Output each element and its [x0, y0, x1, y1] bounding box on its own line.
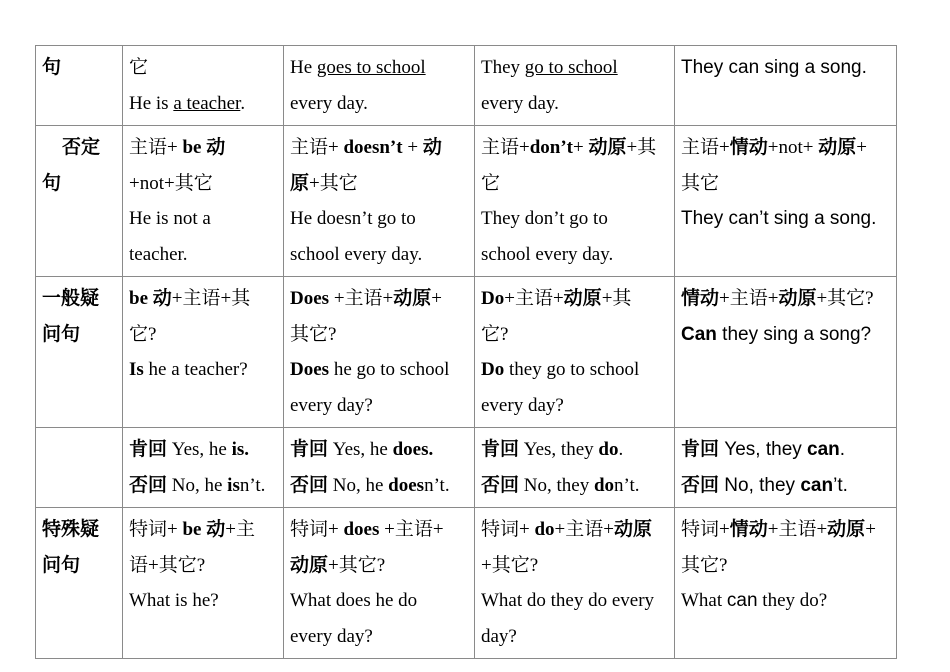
text-run: 特词+: [681, 519, 730, 540]
cell-line: [129, 166, 277, 202]
cell-line: [681, 468, 890, 504]
cell-be-verb: [123, 46, 284, 126]
text-run: 主语+: [290, 137, 344, 158]
cell-line: [481, 619, 668, 655]
table-row-negative: [36, 126, 897, 277]
text-run: What do they do every: [481, 590, 655, 611]
text-run: +: [431, 288, 442, 309]
cell-does: [284, 428, 475, 508]
text-run: 动原: [563, 288, 602, 309]
text-run: 其它?: [681, 554, 728, 576]
text-run: They can’t sing a song.: [681, 208, 877, 229]
cell-line: [681, 512, 890, 548]
text-run: 动原: [290, 554, 329, 576]
text-run: 其它?: [290, 323, 337, 345]
text-run: 否回: [681, 474, 720, 496]
text-run: 动: [422, 137, 442, 158]
text-run: be: [182, 137, 202, 158]
text-run: school every day.: [481, 243, 614, 265]
text-run: 动原: [588, 137, 627, 158]
text-run: do: [598, 439, 619, 460]
text-run: +主语+: [719, 288, 779, 309]
cell-line: [290, 281, 468, 317]
cell-line: [481, 352, 668, 388]
cell-line: [129, 237, 277, 273]
text-run: Can: [681, 323, 717, 345]
cell-line: [681, 583, 890, 619]
cell-line: [681, 317, 890, 353]
cell-modal: [675, 428, 897, 508]
cell-modal: [675, 277, 897, 428]
text-run: 语+其它?: [129, 554, 206, 576]
text-run: does: [343, 519, 380, 540]
text-run: 否回: [290, 474, 329, 496]
text-run: .: [240, 92, 246, 114]
cell-do: [475, 277, 675, 428]
text-run: 它: [481, 172, 501, 194]
text-run: goes to school: [316, 57, 426, 78]
cell-line: [481, 388, 668, 424]
text-run: +主语+其: [171, 288, 251, 309]
cell-line: [129, 201, 277, 237]
text-run: What is he?: [129, 590, 219, 611]
text-run: 否回: [481, 474, 520, 496]
cell-line: [481, 50, 668, 86]
cell-be-verb: [123, 277, 284, 428]
text-run: they do?: [757, 590, 828, 611]
cell-do: [475, 428, 675, 508]
text-run: 肯回: [290, 439, 329, 460]
cell-line: [290, 512, 468, 548]
cell-line: [129, 281, 277, 317]
text-run: +主: [225, 519, 255, 540]
cell-line: [481, 583, 668, 619]
text-run: 动原: [778, 288, 817, 309]
cell-line: [681, 432, 890, 468]
text-run: +主语+: [329, 288, 394, 309]
text-run: +其它: [309, 172, 358, 194]
text-run: They can sing a song.: [681, 57, 867, 78]
text-run: Do: [481, 288, 505, 309]
text-run: 动原: [818, 137, 857, 158]
text-run: every day?: [481, 394, 564, 416]
text-run: Does: [290, 288, 330, 309]
table-row-short-answers: [36, 428, 897, 508]
row-label-line: 句: [42, 172, 62, 194]
cell-line: [481, 281, 668, 317]
text-run: can: [800, 474, 834, 496]
cell-line: [129, 130, 277, 166]
text-run: +not+: [767, 137, 819, 158]
text-run: 情动: [681, 288, 720, 309]
text-run: school every day.: [290, 243, 423, 265]
text-run: Yes, they: [719, 439, 808, 460]
text-run: 特词+: [290, 519, 344, 540]
text-run: +其: [601, 288, 632, 309]
text-run: be 动: [129, 288, 172, 309]
text-run: 特词+: [481, 519, 535, 540]
text-run: No, he: [167, 474, 228, 496]
text-run: +其它?: [816, 288, 874, 309]
text-run: a teacher: [173, 92, 241, 114]
text-run: they sing a song?: [716, 323, 872, 345]
cell-do: [475, 46, 675, 126]
text-run: +主语+: [504, 288, 564, 309]
text-run: 肯回: [129, 439, 168, 460]
text-run: +其它?: [328, 554, 386, 576]
text-run: No, they: [719, 474, 801, 496]
cell-line: [681, 50, 890, 86]
text-run: every day.: [481, 92, 559, 114]
text-run: go to school: [524, 57, 618, 78]
text-run: +其它?: [481, 554, 539, 576]
cell-line: [481, 548, 668, 584]
cell-line: [290, 237, 468, 273]
text-run: No, he: [328, 474, 389, 496]
cell-be-verb: [123, 508, 284, 659]
cell-line: [290, 583, 468, 619]
cell-line: [681, 201, 890, 237]
text-run: 它?: [129, 323, 157, 345]
cell-line: [290, 619, 468, 655]
row-label-negative: [36, 126, 123, 277]
cell-does: [284, 126, 475, 277]
cell-line: [129, 317, 277, 353]
cell-line: [290, 468, 468, 504]
text-run: ’t.: [833, 474, 848, 496]
text-run: +主语+: [379, 519, 444, 540]
cell-modal: [675, 126, 897, 277]
text-run: do: [593, 474, 615, 496]
cell-line: [129, 468, 277, 504]
cell-modal: [675, 46, 897, 126]
text-run: n’t.: [424, 474, 450, 496]
text-run: 情动: [729, 137, 768, 158]
cell-line: [290, 86, 468, 122]
cell-does: [284, 277, 475, 428]
table-row-wh-question: [36, 508, 897, 659]
cell-line: [481, 166, 668, 202]
text-run: +其: [626, 137, 657, 158]
row-label-statement: [36, 46, 123, 126]
cell-line: [290, 548, 468, 584]
text-run: Yes, they: [519, 439, 599, 460]
text-run: 否回: [129, 474, 168, 496]
text-run: Do: [481, 359, 505, 380]
cell-line: [681, 166, 890, 202]
text-run: What: [681, 590, 727, 611]
text-run: 特词+: [129, 519, 183, 540]
row-label-line: 一般疑: [42, 288, 100, 309]
row-label-wh-question: [36, 508, 123, 659]
text-run: They don’t go to: [481, 208, 608, 229]
cell-line: [129, 432, 277, 468]
cell-line: [681, 130, 890, 166]
text-run: He is not a: [129, 208, 211, 229]
text-run: is.: [231, 439, 250, 460]
text-run: +: [573, 137, 589, 158]
cell-line: [681, 281, 890, 317]
cell-do: [475, 508, 675, 659]
text-run: can: [726, 590, 758, 611]
text-run: No, they: [519, 474, 594, 496]
row-label-line: 问句: [42, 554, 81, 576]
cell-be-verb: [123, 428, 284, 508]
text-run: be 动: [182, 519, 226, 540]
text-run: 它: [129, 57, 149, 78]
cell-does: [284, 508, 475, 659]
text-run: he go to school: [329, 359, 450, 380]
text-run: .: [839, 439, 846, 460]
text-run: +主语+: [554, 519, 614, 540]
cell-line: [481, 130, 668, 166]
cell-line: [481, 201, 668, 237]
text-run: is: [227, 474, 240, 496]
cell-modal: [675, 508, 897, 659]
text-run: He: [290, 57, 317, 78]
grammar-table: [35, 45, 897, 659]
text-run: don’t: [529, 137, 574, 158]
text-run: Yes, he: [167, 439, 232, 460]
cell-line: [129, 50, 277, 86]
text-run: 情动: [729, 519, 768, 540]
text-run: Yes, he: [328, 439, 393, 460]
text-run: 主语+: [129, 137, 183, 158]
row-label-yes-no-question: [36, 277, 123, 428]
text-run: n’t.: [614, 474, 640, 496]
row-label-line: 否定: [62, 137, 101, 158]
cell-be-verb: [123, 126, 284, 277]
text-run: 主语+: [481, 137, 530, 158]
text-run: every day?: [290, 394, 373, 416]
text-run: can: [807, 439, 840, 460]
cell-line: [481, 237, 668, 273]
cell-line: [481, 512, 668, 548]
cell-line: [129, 583, 277, 619]
cell-line: [481, 317, 668, 353]
text-run: He doesn’t go to: [290, 208, 416, 229]
cell-line: [290, 50, 468, 86]
cell-line: [290, 388, 468, 424]
cell-line: [129, 352, 277, 388]
cell-line: [290, 432, 468, 468]
text-run: teacher.: [129, 243, 188, 265]
cell-line: [290, 317, 468, 353]
row-label-line: 特殊疑: [42, 519, 100, 540]
text-run: n’t.: [239, 474, 266, 496]
text-run: 肯回: [681, 439, 720, 460]
text-run: do: [534, 519, 555, 540]
text-run: 它?: [481, 323, 509, 345]
text-run: 动: [201, 137, 226, 158]
text-run: +主语+: [767, 519, 828, 540]
text-run: 其它: [681, 172, 720, 194]
text-run: does.: [392, 439, 434, 460]
cell-line: [290, 352, 468, 388]
text-run: every day.: [290, 92, 368, 114]
cell-line: [129, 86, 277, 122]
text-run: Does: [290, 359, 330, 380]
row-label-text: 句: [42, 57, 62, 78]
text-run: They: [481, 57, 525, 78]
cell-line: [129, 512, 277, 548]
text-run: +: [402, 137, 423, 158]
text-run: 肯回: [481, 439, 520, 460]
text-run: Is: [129, 359, 144, 380]
text-run: What does he do: [290, 590, 418, 611]
cell-line: [290, 201, 468, 237]
text-run: day?: [481, 625, 517, 647]
text-run: 动原: [393, 288, 432, 309]
cell-line: [481, 86, 668, 122]
row-label-line: 问句: [42, 323, 81, 345]
text-run: 主语+: [681, 137, 730, 158]
text-run: 原: [290, 172, 310, 194]
text-run: doesn’t: [343, 137, 403, 158]
text-run: +not+其它: [129, 172, 213, 194]
table-row-statement: [36, 46, 897, 126]
text-run: they go to school: [504, 359, 640, 380]
text-run: does: [388, 474, 425, 496]
cell-do: [475, 126, 675, 277]
cell-line: [481, 468, 668, 504]
text-run: +: [865, 519, 876, 540]
cell-line: [290, 166, 468, 202]
text-run: every day?: [290, 625, 373, 647]
row-label-short-answers: [36, 428, 123, 508]
cell-line: [481, 432, 668, 468]
cell-line: [129, 548, 277, 584]
text-run: 动原: [613, 519, 652, 540]
text-run: He is: [129, 92, 174, 114]
cell-does: [284, 46, 475, 126]
cell-line: [681, 548, 890, 584]
text-run: he a teacher?: [143, 359, 248, 380]
table-row-yes-no-question: [36, 277, 897, 428]
text-run: .: [618, 439, 624, 460]
cell-line: [290, 130, 468, 166]
text-run: 动原: [827, 519, 866, 540]
text-run: +: [856, 137, 867, 158]
